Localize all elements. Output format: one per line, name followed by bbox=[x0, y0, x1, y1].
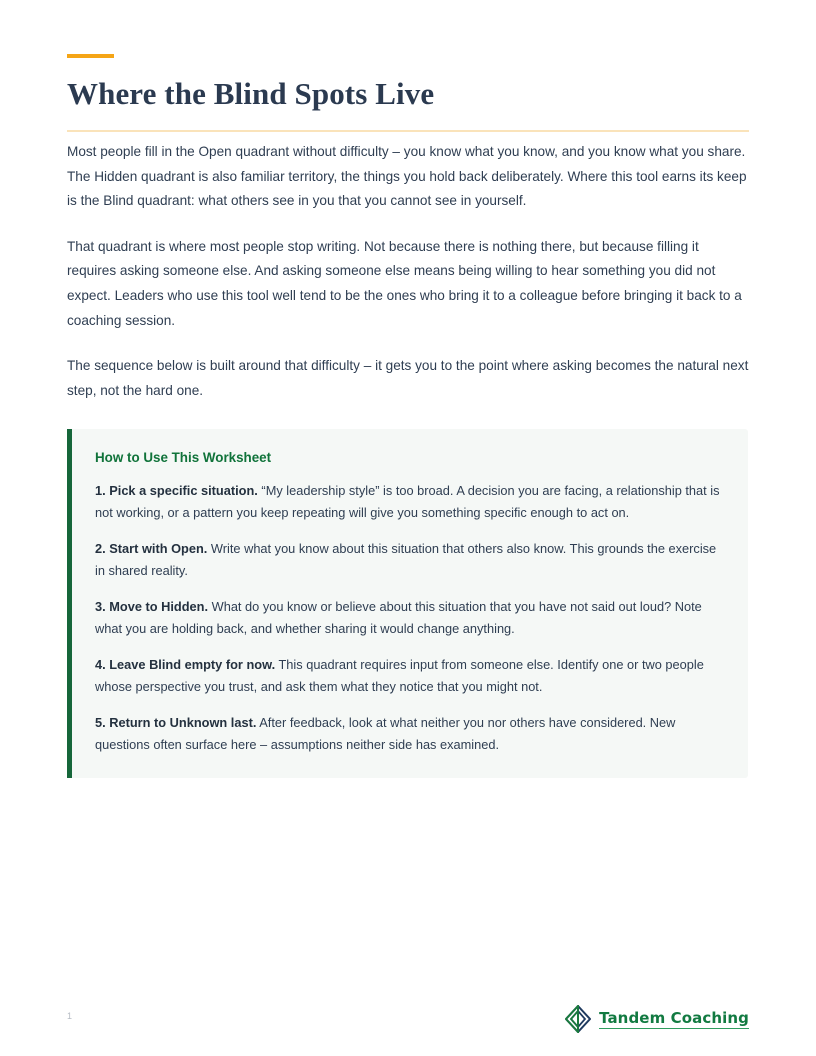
callout-step-text: What do you know or believe about this situation that you have not said out loud? Note what you are holding back, and whether sharing it would change anything. bbox=[95, 599, 702, 637]
body-content bbox=[67, 140, 749, 403]
callout-step-text: This quadrant requires input from someone else. Identify one or two people whose perspective you trust, and ask them what they notice that you might not. bbox=[95, 657, 704, 695]
callout-step-lead: 5. Return to Unknown last. bbox=[95, 715, 257, 731]
callout-step bbox=[95, 712, 722, 756]
how-to-use-callout bbox=[67, 429, 748, 778]
brand-name: Tandem Coaching bbox=[599, 1009, 749, 1030]
callout-step-text: Write what you know about this situation that others also know. This grounds the exercise in shared reality. bbox=[95, 541, 717, 579]
body-paragraph: The sequence below is built around that difficulty – it gets you to the point where asking becomes the natural next step, not the hard one. bbox=[67, 358, 749, 398]
callout-heading: How to Use This Worksheet bbox=[95, 450, 272, 465]
callout-step bbox=[95, 538, 722, 582]
body-paragraph: Most people fill in the Open quadrant without difficulty – you know what you know, and you know what you share. The Hidden quadrant is also familiar territory, the things you hold back deliberately. Where this tool earns its keep is the Blind quadrant: what others see in you that you cannot see in yourself. bbox=[67, 144, 747, 209]
accent-bar bbox=[67, 54, 114, 58]
title-divider bbox=[67, 130, 749, 132]
body-paragraph: That quadrant is where most people stop writing. Not because there is nothing there, but because filling it requires asking someone else. And asking someone else means being willing to hear something you did not expect. Leaders who use this tool well tend to be the ones who bring it to a colleague before bringing it back to a coaching session. bbox=[67, 238, 742, 328]
page-number: 1 bbox=[67, 1011, 73, 1021]
callout-step-lead: 3. Move to Hidden. bbox=[95, 599, 209, 615]
callout-step bbox=[95, 596, 722, 640]
brand-lockup bbox=[565, 1005, 749, 1033]
callout-step-text: “My leadership style” is too broad. A decision you are facing, a relationship that is not working, or a pattern you keep repeating will give you something specific enough to act on. bbox=[95, 483, 720, 521]
page-footer bbox=[0, 1005, 816, 1045]
diamond-logo-icon bbox=[565, 1005, 591, 1033]
callout-step bbox=[95, 654, 722, 698]
callout-step-lead: 4. Leave Blind empty for now. bbox=[95, 657, 276, 673]
callout-step-lead: 2. Start with Open. bbox=[95, 541, 208, 557]
callout-step-text: After feedback, look at what neither you nor others have considered. New questions often surface here – assumptions neither side has examined. bbox=[95, 715, 676, 753]
callout-step bbox=[95, 480, 722, 524]
callout-step-lead: 1. Pick a specific situation. bbox=[95, 483, 258, 499]
page-title: Where the Blind Spots Live bbox=[67, 76, 435, 111]
page-header bbox=[67, 54, 749, 132]
